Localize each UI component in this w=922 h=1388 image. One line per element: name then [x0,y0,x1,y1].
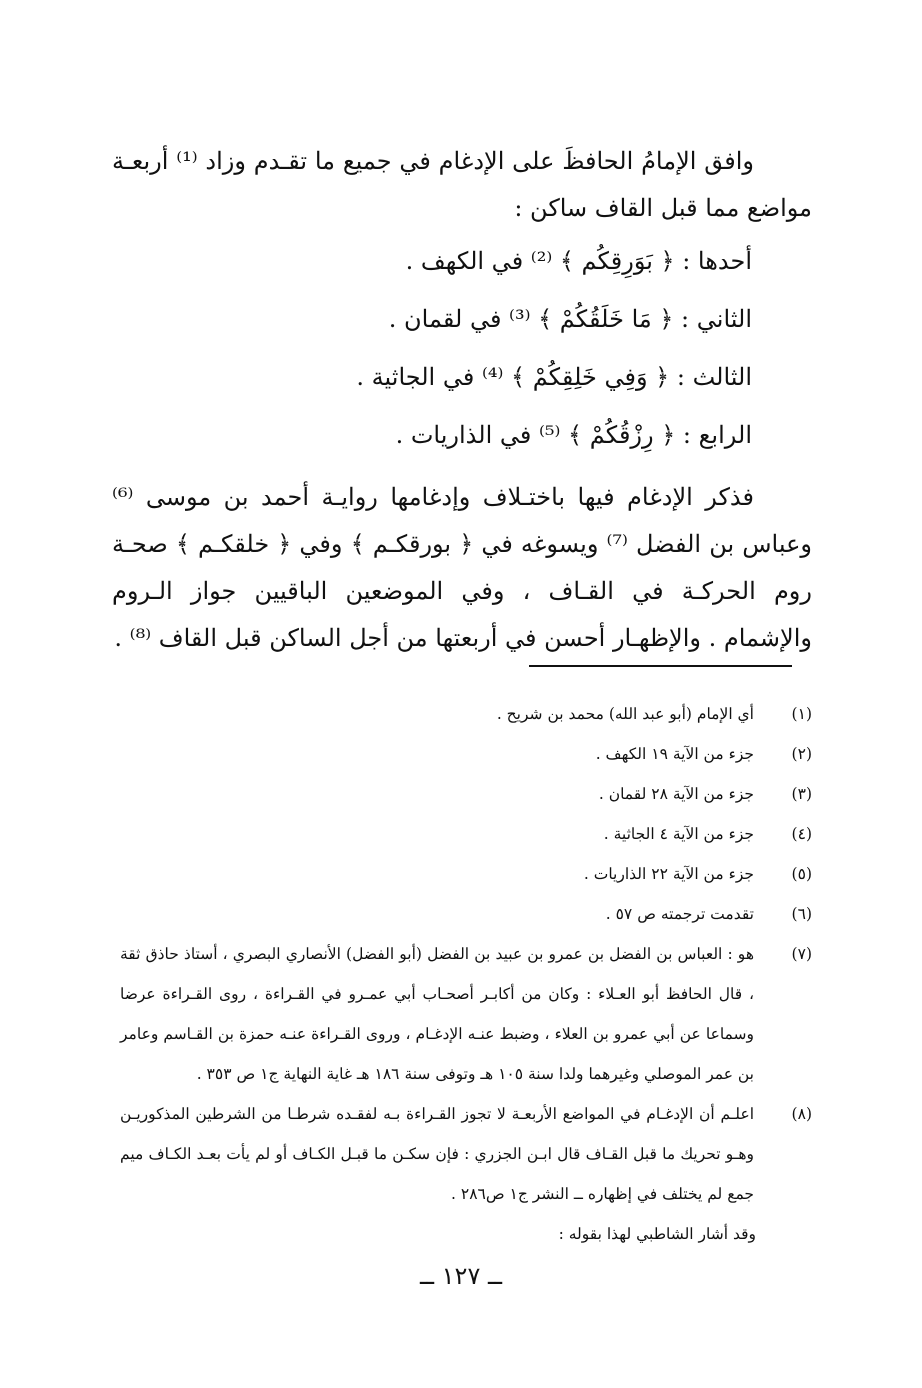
footnote-number: (٥) [791,865,812,883]
footnote-number: (٣) [791,785,812,803]
footnote-8 [120,1094,812,1214]
list-item-first: أحدها : ﴿ بَوَرِقِكُم ﴾ ⁽²⁾ في الكهف . [405,247,752,275]
footnote-number: (٤) [791,825,812,843]
footnote-6 [120,894,812,934]
footnote-number: (٢) [791,745,812,763]
opening-paragraph: وافق الإمامُ الحافظَ على الإدغام في جميع ما تقـدم وزاد ⁽¹⁾ أربعـة مواضع مما قبل القاف ساكن : [112,147,812,222]
list-item-third: الثالث : ﴿ وَفِي خَلِقِكُمْ ﴾ ⁽⁴⁾ في الجاثية . [356,363,752,391]
footnote-5 [120,854,812,894]
page-number: ــ ١٢٧ ــ [419,1262,503,1290]
footnote-number: (٨) [791,1105,812,1123]
footnotes [120,694,812,1254]
footnote-text: أي الإمام (أبو عبد الله) محمد بن شريح . [496,705,754,723]
footnote-text: جزء من الآية ٢٢ الذاريات . [583,865,754,883]
footnote-continuation: وقد أشار الشاطبي لهذا بقوله : [558,1225,756,1243]
footnote-number: (٧) [791,945,812,963]
footnote-text: جزء من الآية ٤ الجاثية . [603,825,754,843]
footnote-2 [120,734,812,774]
footnote-3 [120,774,812,814]
footnote-7 [120,934,812,1094]
footnote-text: تقدمت ترجمته ص ٥٧ . [605,905,754,923]
footnote-4 [120,814,812,854]
footnote-separator [529,665,792,667]
footnote-number: (١) [791,705,812,723]
list-item-fourth: الرابع : ﴿ رِزْقُكُمْ ﴾ ⁽⁵⁾ في الذاريات . [395,421,752,449]
footnote-number: (٦) [791,905,812,923]
footnote-text: جزء من الآية ٢٨ لقمان . [598,785,754,803]
spacer [112,464,812,474]
list-item-second: الثاني : ﴿ مَا خَلَقُكُمْ ﴾ ⁽³⁾ في لقمان . [388,305,752,333]
closing-paragraph: فذكر الإدغام فيها باختـلاف وإدغامها روايـة أحمد بن موسى ⁽⁶⁾ وعباس بن الفضل ⁽⁷⁾ ويسوغه في ﴿ بورقكـم ﴾ وفي ﴿ خلقكـم ﴾ صحـة روم الحركـة في القـاف ، وفي الموضعين الباقيين جواز الـروم والإشمام . والإظهـار أحسن في أربعتها من أجل الساكن قبل القاف ⁽⁸⁾ . [112,483,812,652]
footnote-1 [120,694,812,734]
main-text [112,138,812,662]
footnote-text: هو : العباس بن الفضل بن عمرو بن عبيد بن الفضل (أبو الفضل) الأنصاري البصري ، أستاذ حاذق ثقة ، قال الحافظ أبو العـلاء : وكان من أكابـر أصحـاب أبي عمـرو في القـراءة ، روى القـراءة عرضا وسماعا عن أبي عمرو بن العلاء ، وضبط عنـه الإدغـام ، وروى القـراءة عنـه حمزة بن القـاسم وعامر بن عمر الموصلي وغيرهما ولدا سنة ١٠٥ هـ وتوفى سنة ١٨٦ هـ غاية النهاية ج١ ص ٣٥٣ . [120,945,754,1083]
footnote-text: جزء من الآية ١٩ الكهف . [595,745,754,763]
footnote-text: اعلـم أن الإدغـام في المواضع الأربعـة لا تجوز القـراءة بـه لفقـده شرطـا من الشرطين المذكوريـن وهـو تحريك ما قبل القـاف قال ابـن الجزري : فإن سكـن ما قبـل الكـاف أو لم يأت بعـد الكـاف ميم جمع لم يختلف في إظهاره ــ النشر ج١ ص٢٨٦ . [120,1105,754,1203]
